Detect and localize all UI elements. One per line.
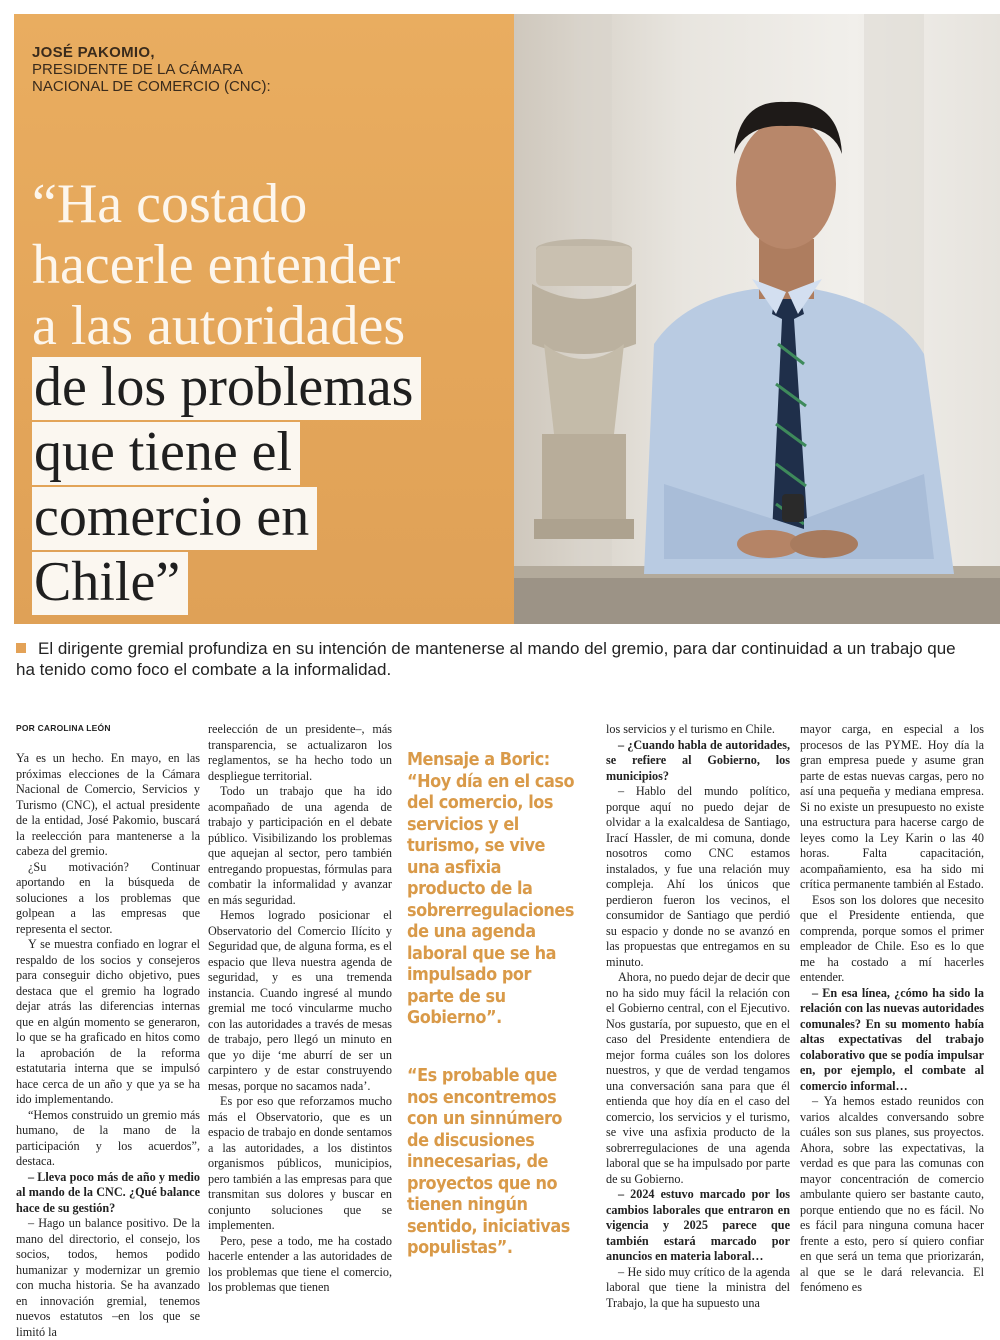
paragraph: – Hago un balance positivo. De la mano del directorio, el consejo, los socios, todos, hemos podido humanizar y modernizar un gremio con mucha historia. Se ha avanzado en innovación gremial, tenemos nuevos estatutos –en los que se limitó la — [16, 1216, 200, 1339]
paragraph: Todo un trabajo que ha ido acompañado de una agenda de trabajo y participación en el debate público. Visibilizando los problemas que aquejan al sector, pero también entregando propuestas, fórmulas para combatir la informalidad y avanzar en más seguridad. — [208, 784, 392, 907]
portrait-photo — [514, 14, 1000, 624]
article-column-2 — [208, 722, 392, 1296]
interviewee-role-line2: NACIONAL DE COMERCIO (CNC): — [32, 78, 271, 95]
interviewee-kicker — [32, 44, 271, 95]
article-column-4 — [800, 722, 984, 1296]
paragraph: Y se muestra confiado en lograr el respaldo de los socios y consejeros para conseguir dicho objetivo, pues destaca que el gremio ha logrado dejar atrás las diferencias internas que en algún momento se generaron, lo que se ha graficado en hitos como la aprobación de la reforma estatutaria interna que se impulsó hace cerca de un año y que ya se ha ido implementando. — [16, 937, 200, 1106]
headline-line-5: que tiene el — [32, 422, 300, 485]
deck-text: El dirigente gremial profundiza en su intención de mantenerse al mando del gremio, para dar continuidad a un trabajo que ha tenido como foco el combate a la informalidad. — [16, 639, 956, 679]
interview-question: – 2024 estuvo marcado por los cambios laborales que entraron en vigencia y 2025 parece que también estará marcado por anuncios en materia laboral… — [606, 1187, 790, 1263]
headline-line-4: de los problemas — [32, 357, 421, 420]
paragraph: – Hablo del mundo político, porque aquí no puedo dejar de olvidar a la exalcaldesa de Santiago, Irací Hassler, de mi comuna, donde nosotros como CNC estamos instalados, y fue una relación muy compleja. Ahí los únicos que perdieron fueron los vecinos, el consumidor de Santiago que perdió su espacio y donde no se avanzó en las propuestas que entregamos en su minuto. — [606, 784, 790, 969]
pullquote-title: Mensaje a Boric: — [407, 750, 550, 770]
headline-line-7: Chile” — [32, 552, 188, 615]
byline: POR CAROLINA LEÓN — [16, 723, 111, 733]
deck-bullet-square — [16, 643, 26, 653]
deck — [16, 638, 976, 680]
article-column-3 — [606, 722, 790, 1311]
paragraph: Ya es un hecho. En mayo, en las próximas elecciones de la Cámara Nacional de Comercio, Servicios y Turismo (CNC), el actual presidente de la entidad, José Pakomio, buscará la reelección para mantenerse a la cabeza del gremio. — [16, 751, 200, 858]
paragraph: Ahora, no puedo dejar de decir que no ha sido muy fácil la relación con el Gobierno central, con el Ejecutivo. Nos gustaría, por supuesto, que en el caso del Presidente entendiera de mejor forma cuáles son los dolores nuestros, y que de verdad tengamos una conversación sana para que él entienda que hoy día en el caso del comercio, los servicios y el turismo, se vive una asfixia producto de la sobrerregulaciones de una agenda laboral que se ha impulsado por parte de su Gobierno. — [606, 970, 790, 1186]
paragraph: – Ya hemos estado reunidos con varios alcaldes conversando sobre cuáles son sus planes, sus proyectos. Ahora, sobre las expectativas, la verdad es que para las comunas con mayor concentración de comercio ambulante quiero ser bastante cauto, porque entiendo que no es fácil. No es fácil para ninguna comuna hacer frente a esto, pero sí quiero confiar en que será un tema que priorizarán, al que se le dará relevancia. El fenómeno es — [800, 1094, 984, 1294]
pullquote-text: “Hoy día en el caso del comercio, los servicios y el turismo, se vive una asfixia producto de la sobrerregulaciones de una agenda laboral que se ha impulsado por parte de su Gobierno”. — [407, 771, 575, 1028]
interview-question: – En esa línea, ¿cómo ha sido la relación con las nuevas autoridades comunales? En su momento había altas expectativas del trabajo colaborativo que se podía impulsar en, por ejemplo, el combate al comercio informal… — [800, 985, 984, 1093]
article-column-1 — [16, 751, 200, 1340]
stone-pedestal — [532, 239, 636, 539]
headline — [32, 174, 502, 617]
interviewee-role-line1: PRESIDENTE DE LA CÁMARA — [32, 61, 243, 78]
paragraph: Pero, pese a todo, me ha costado hacerle entender a las autoridades de los problemas que tiene el comercio, los problemas que tienen — [208, 1233, 392, 1294]
paragraph: los servicios y el turismo en Chile. — [606, 722, 775, 736]
headline-line-3: a las autoridades — [32, 295, 406, 357]
paragraph: Hemos logrado posicionar el Observatorio del Comercio Ilícito y Seguridad que, de alguna forma, es el espacio que lleva nuestra agenda de seguridad, y es una tremenda instancia. Cuando ingresé al mundo gremial me tocó vincularme mucho con las autoridades a través de mesas de trabajo, pero llegó un minuto en que yo dije ‘me aburrí de ser un carpintero y de estar construyendo mesas, porque no sacamos nada’. — [208, 908, 392, 1093]
headline-line-2: hacerle entender — [32, 234, 401, 296]
pullquote-text: “Es probable que nos encontremos con un sinnúmero de discusiones innecesarias, de proyectos que no tienen ningún sentido, iniciativas populistas”. — [407, 1066, 570, 1258]
paragraph: mayor carga, en especial a los procesos de las PYME. Hoy día la gran empresa puede y asume gran parte de estas nuevas cargas, pero no así una pequeña y mediana empresa. Si no existe un presupuesto no existe una estructura para hacerse cargo de leyes como la Ley Karin o las 40 horas. Falta capacitación, acompañamiento, esa ha sido mi crítica permanente también al Estado. — [800, 722, 984, 891]
paragraph: – He sido muy crítico de la agenda laboral que tiene la ministra del Trabajo, la que ha supuesto una — [606, 1264, 790, 1310]
paragraph: reelección de un presidente–, más transparencia, se actualizaron los reglamentos, se ha hecho todo un despliegue territorial. — [208, 722, 392, 783]
interview-question: – Lleva poco más de año y medio al mando de la CNC. ¿Qué balance hace de su gestión? — [16, 1169, 200, 1215]
interview-question: – ¿Cuando habla de autoridades, se refiere al Gobierno, los municipios? — [606, 737, 790, 783]
paragraph: “Hemos construido un gremio más humano, de la mano de la participación y los acuerdos”, destaca. — [16, 1107, 200, 1168]
headline-line-6: comercio en — [32, 487, 317, 550]
interviewee-name: JOSÉ PAKOMIO, — [32, 44, 155, 61]
paragraph: ¿Su motivación? Continuar aportando en la búsqueda de soluciones a los problemas que golpean a las empresas que representa el sector. — [16, 859, 200, 936]
paragraph: Esos son los dolores que necesito que el Presidente entienda, que comprenda, porque somos el primer empleador de Chile. Eso es lo que me ha costado a mí hacerles entender. — [800, 892, 984, 984]
portrait-illustration — [514, 14, 1000, 624]
hero-section — [14, 14, 1000, 624]
paragraph: Es por eso que reforzamos mucho más el Observatorio, que es un espacio de trabajo en donde sentamos a las autoridades, a los distintos organismos públicos, municipios, pero también a las empresas para que transmitan sus dolores y buscar en conjunto soluciones que se implementen. — [208, 1094, 392, 1232]
pullquote-boric — [407, 750, 574, 1030]
headline-line-1: “Ha costado — [32, 173, 308, 235]
pullquote-populism — [407, 1066, 574, 1260]
